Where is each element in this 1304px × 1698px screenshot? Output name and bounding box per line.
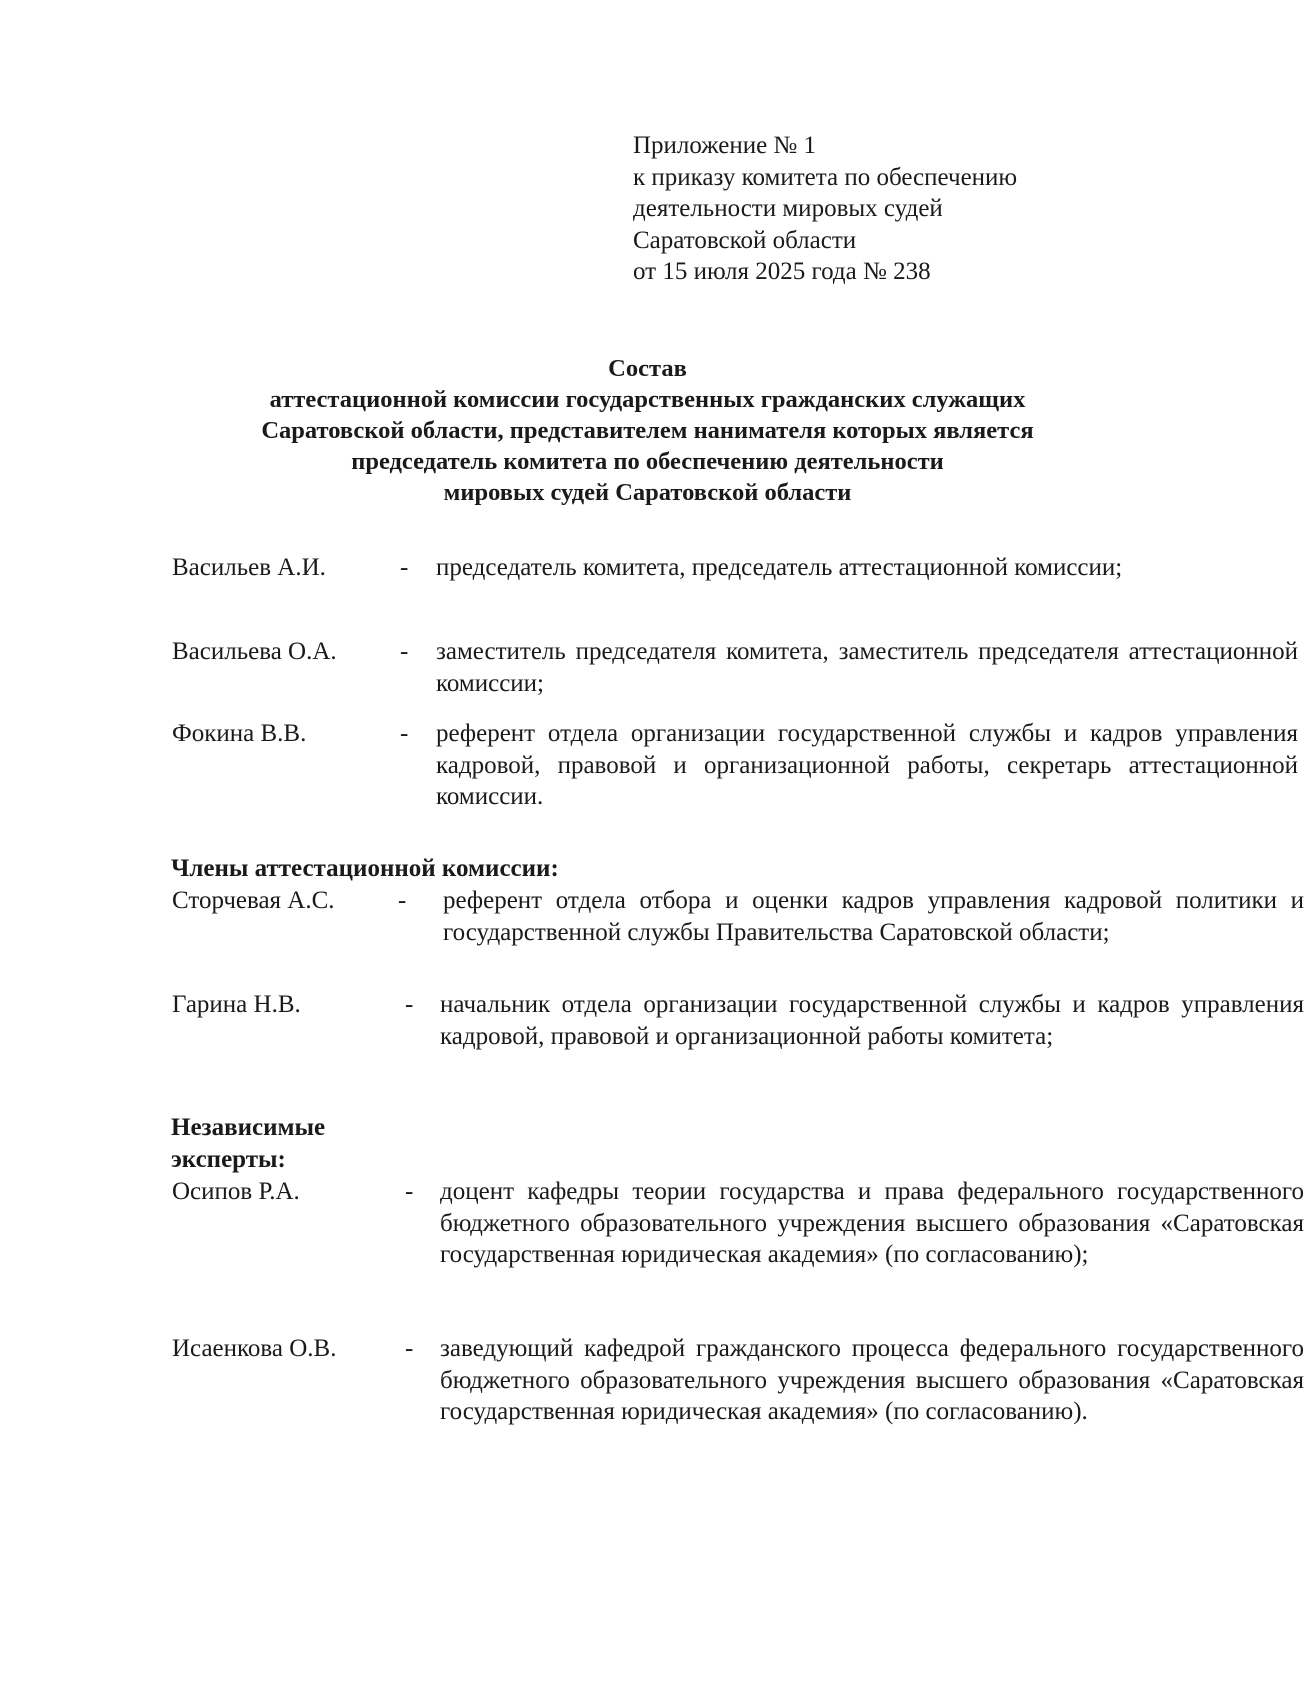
member-name: Васильев А.И.: [172, 554, 326, 581]
title-line: председатель комитета по обеспечению деятельности: [351, 448, 944, 475]
dash-separator: -: [398, 887, 407, 914]
title-line: мировых судей Саратовской области: [443, 479, 852, 506]
appendix-reference: [633, 130, 1017, 288]
appendix-line: Саратовской области: [633, 226, 857, 254]
dash-separator: -: [405, 991, 414, 1018]
member-role: заместитель председателя комитета, заместитель председателя аттестационной комиссии;: [436, 638, 1298, 697]
member-role: начальник отдела организации государственной службы и кадров управления кадровой, правовой и организационной работы комитета;: [440, 991, 1304, 1050]
members-heading: Члены аттестационной комиссии:: [171, 855, 559, 882]
dash-separator: -: [400, 720, 409, 747]
experts-heading-line: Независимые: [171, 1114, 326, 1141]
dash-separator: -: [400, 554, 409, 581]
appendix-line: к приказу комитета по обеспечению: [633, 163, 1018, 191]
experts-heading-line: эксперты:: [171, 1145, 286, 1173]
title-line: аттестационной комиссии государственных гражданских служащих: [269, 386, 1026, 413]
document-title: [150, 353, 1145, 508]
member-name: Сторчевая А.С.: [172, 887, 335, 914]
appendix-line: Приложение № 1: [633, 132, 817, 159]
member-name: Фокина В.В.: [172, 720, 307, 747]
title-line: Саратовской области, представителем нанимателя которых является: [261, 417, 1034, 444]
appendix-line: деятельности мировых судей: [633, 195, 943, 222]
appendix-line: от 15 июля 2025 года № 238: [633, 258, 931, 285]
member-role: доцент кафедры теории государства и права федерального государственного бюджетного образовательного учреждения высшего образования «Саратовская государственная юридическая академия» (по согласованию);: [440, 1178, 1304, 1268]
member-role: председатель комитета, председатель аттестационной комиссии;: [436, 554, 1123, 581]
member-role: референт отдела отбора и оценки кадров управления кадровой политики и государственной службы Правительства Саратовской области;: [443, 887, 1304, 946]
member-name: Осипов Р.А.: [172, 1178, 300, 1205]
member-role: референт отдела организации государственной службы и кадров управления кадровой, правовой и организационной работы, секретарь аттестационной комиссии.: [436, 720, 1298, 810]
title-line: Состав: [608, 355, 687, 382]
member-role: заведующий кафедрой гражданского процесса федерального государственного бюджетного образовательного учреждения высшего образования «Саратовская государственная юридическая академия» (по согласованию).: [440, 1335, 1304, 1425]
dash-separator: -: [400, 638, 409, 665]
member-name: Васильева О.А.: [172, 638, 337, 665]
member-name: Исаенкова О.В.: [172, 1335, 337, 1362]
dash-separator: -: [405, 1178, 414, 1205]
experts-heading: [171, 1112, 325, 1175]
member-name: Гарина Н.В.: [172, 991, 301, 1018]
dash-separator: -: [405, 1335, 414, 1362]
